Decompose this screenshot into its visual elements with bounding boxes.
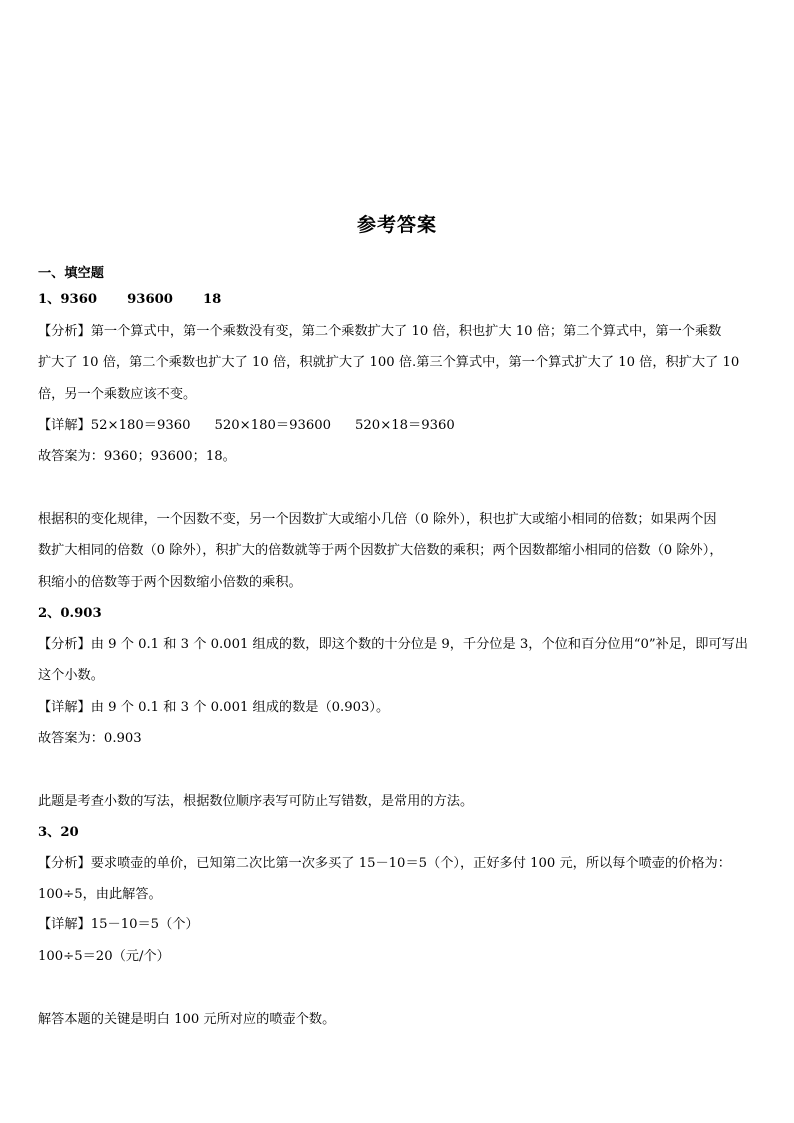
q3-calc-line: 100÷5＝20（元/个）	[38, 949, 170, 964]
q3-analysis-line-2: 100÷5，由此解答。	[38, 887, 162, 902]
q1-analysis-line-3: 倍，另一个乘数应该不变。	[38, 387, 197, 402]
q1-analysis-line-1: 【分析】第一个算式中，第一个乘数没有变，第二个乘数扩大了 10 倍，积也扩大 10 倍；第二个算式中，第一个乘数	[38, 324, 722, 339]
q1-number: 1、	[38, 292, 61, 307]
q2-summary-line: 此题是考查小数的写法，根据数位顺序表写可防止写错数，是常用的方法。	[38, 794, 474, 809]
q1-summary-line-3: 积缩小的倍数等于两个因数缩小倍数的乘积。	[38, 575, 302, 590]
q2-heading: 2、0.903	[38, 606, 102, 621]
q1-heading	[38, 291, 758, 309]
q1-detail	[38, 417, 758, 435]
q1-answer-3: 18	[202, 292, 222, 307]
q1-detail-item-1: 52×180＝9360	[90, 418, 191, 433]
q2-answer-line: 故答案为：0.903	[38, 731, 142, 746]
q1-detail-label: 【详解】	[38, 418, 91, 433]
q2-analysis-line-2: 这个小数。	[38, 668, 104, 683]
q1-detail-item-2: 520×180＝93600	[214, 418, 332, 433]
q2-detail-line: 【详解】由 9 个 0.1 和 3 个 0.001 组成的数是（0.903）。	[38, 700, 390, 715]
q1-answer-2: 93600	[127, 292, 173, 307]
q1-answer-1: 9360	[60, 292, 98, 307]
q3-heading: 3、20	[38, 825, 79, 840]
q1-summary-line-2: 数扩大相同的倍数（0 除外），积扩大的倍数就等于两个因数扩大倍数的乘积；两个因数都缩小相同的倍数（0 除外），	[38, 543, 723, 558]
q3-summary-line: 解答本题的关键是明白 100 元所对应的喷壶个数。	[38, 1012, 336, 1027]
q1-summary-line-1: 根据积的变化规律，一个因数不变，另一个因数扩大或缩小几倍（0 除外），积也扩大或缩小相同的倍数；如果两个因	[38, 512, 717, 527]
q1-analysis-line-2: 扩大了 10 倍，第二个乘数也扩大了 10 倍，积就扩大了 100 倍.第三个算式中，第一个算式扩大了 10 倍，积扩大了 10	[38, 355, 740, 370]
q1-detail-item-3: 520×18＝9360	[355, 418, 455, 433]
page-title: 参考答案	[356, 214, 437, 236]
q3-analysis-line-1: 【分析】要求喷壶的单价，已知第二次比第一次多买了 15－10＝5（个），正好多付 100 元，所以每个喷壶的价格为：	[38, 856, 731, 871]
q2-analysis-line-1: 【分析】由 9 个 0.1 和 3 个 0.001 组成的数，即这个数的十分位是 9，千分位是 3，个位和百分位用“0”补足，即可写出	[38, 637, 748, 652]
section-heading: 一、填空题	[38, 266, 104, 281]
q3-detail-line: 【详解】15－10＝5（个）	[38, 917, 199, 932]
q1-answer-line: 故答案为：9360；93600；18。	[38, 449, 236, 464]
